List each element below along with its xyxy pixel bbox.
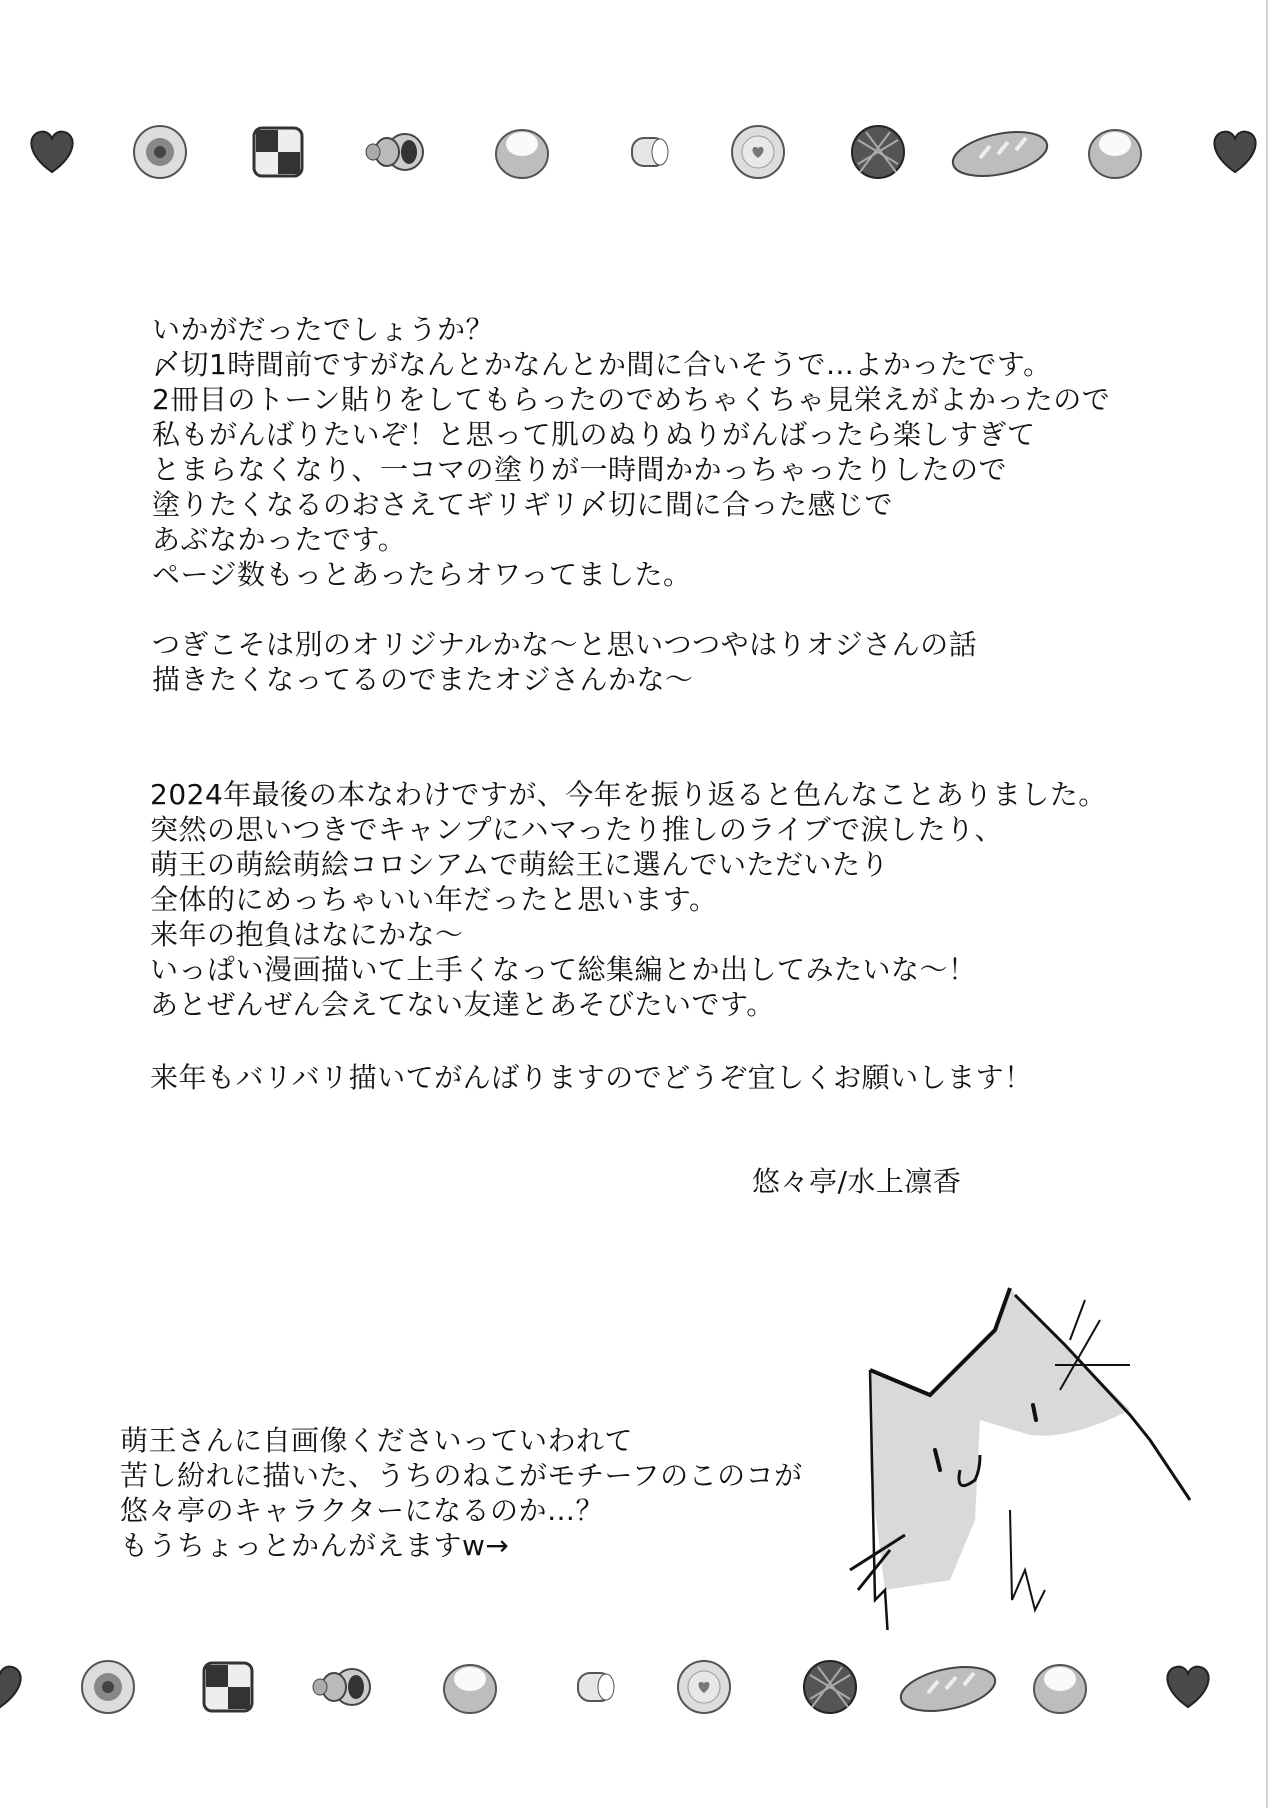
marshmallow-icon: [566, 1655, 628, 1719]
cornet-bread-icon: [312, 1655, 374, 1719]
rose-cookie-icon: [130, 120, 192, 184]
heart-cookie-icon: [674, 1655, 736, 1719]
closing-thanks: 来年もバリバリ描いてがんばりますのでどうぞ宜しくお願いします！: [150, 1061, 1033, 1094]
heart-icon: [1205, 120, 1267, 184]
rose-cookie-icon: [78, 1655, 140, 1719]
text-line: いっぱい漫画描いて上手くなって総集編とか出してみたいな～！: [150, 953, 977, 986]
cornet-bread-icon: [365, 120, 427, 184]
baguette-icon: [950, 120, 1060, 184]
text-line: とまらなくなり、一コマの塗りが一時間かかっちゃったりしたので: [152, 453, 1008, 486]
text-line: [152, 592, 1110, 627]
marshmallow-icon: [620, 120, 682, 184]
cream-puff-icon: [492, 120, 554, 184]
cat-character-illustration: [830, 1270, 1250, 1630]
text-line: 〆切1時間前ですがなんとかなんとか間に合いそうで…よかったです。: [152, 348, 1052, 381]
text-line: 描きたくなってるのでまたオジさんかな～: [152, 663, 694, 696]
heart-cookie-icon: [728, 120, 790, 184]
author-signature: 悠々亭/水上凛香: [752, 1165, 962, 1198]
cream-puff-icon: [1030, 1655, 1092, 1719]
checker-cookie-icon: [198, 1655, 260, 1719]
heart-icon: [1158, 1655, 1220, 1719]
text-line: 私もがんばりたいぞ！と思って肌のぬりぬりがんばったら楽しすぎて: [152, 418, 1036, 451]
text-line: つぎこそは別のオリジナルかな～と思いつつやはりオジさんの話: [152, 628, 978, 661]
text-line: 萌王さんに自画像くださいっていわれて: [120, 1424, 634, 1457]
afterword-paragraph-1: [152, 312, 1110, 697]
text-line: 来年の抱負はなにかな～: [150, 918, 464, 951]
baguette-icon: [898, 1655, 1008, 1719]
text-line: あぶなかったです。: [152, 523, 407, 556]
afterword-paragraph-2: [150, 777, 1107, 1022]
cat-character-note: [120, 1423, 803, 1563]
text-line: 全体的にめっちゃいい年だったと思います。: [150, 883, 718, 916]
melon-pan-icon: [848, 120, 910, 184]
text-line: 萌王の萌絵萌絵コロシアムで萌絵王に選んでいただいたり: [150, 848, 890, 881]
heart-icon: [0, 1655, 32, 1719]
melon-pan-icon: [800, 1655, 862, 1719]
text-line: 悠々亭のキャラクターになるのか…？: [120, 1494, 604, 1527]
text-line: あとぜんぜん会えてない友達とあそびたいです。: [150, 988, 775, 1021]
text-line: 2冊目のトーン貼りをしてもらったのでめちゃくちゃ見栄えがよかったので: [152, 383, 1111, 416]
bottom-food-border: [0, 1645, 1280, 1735]
text-line: 突然の思いつきでキャンプにハマったり推しのライブで涙したり、: [150, 813, 1004, 846]
heart-icon: [22, 120, 84, 184]
text-line: 塗りたくなるのおさえてギリギリ〆切に間に合った感じで: [152, 488, 894, 521]
checker-cookie-icon: [248, 120, 310, 184]
text-line: ページ数もっとあったらオワってました。: [152, 558, 692, 591]
page-edge-line: [1266, 0, 1268, 1808]
text-line: 2024年最後の本なわけですが、今年を振り返ると色んなことありました。: [150, 778, 1107, 811]
top-food-border: [0, 110, 1280, 200]
text-line: もうちょっとかんがえますw→: [120, 1529, 510, 1562]
text-line: 苦し紛れに描いた、うちのねこがモチーフのこのコが: [120, 1459, 803, 1492]
text-line: いかがだったでしょうか？: [152, 313, 495, 346]
cream-puff-icon: [440, 1655, 502, 1719]
cream-puff-icon: [1085, 120, 1147, 184]
